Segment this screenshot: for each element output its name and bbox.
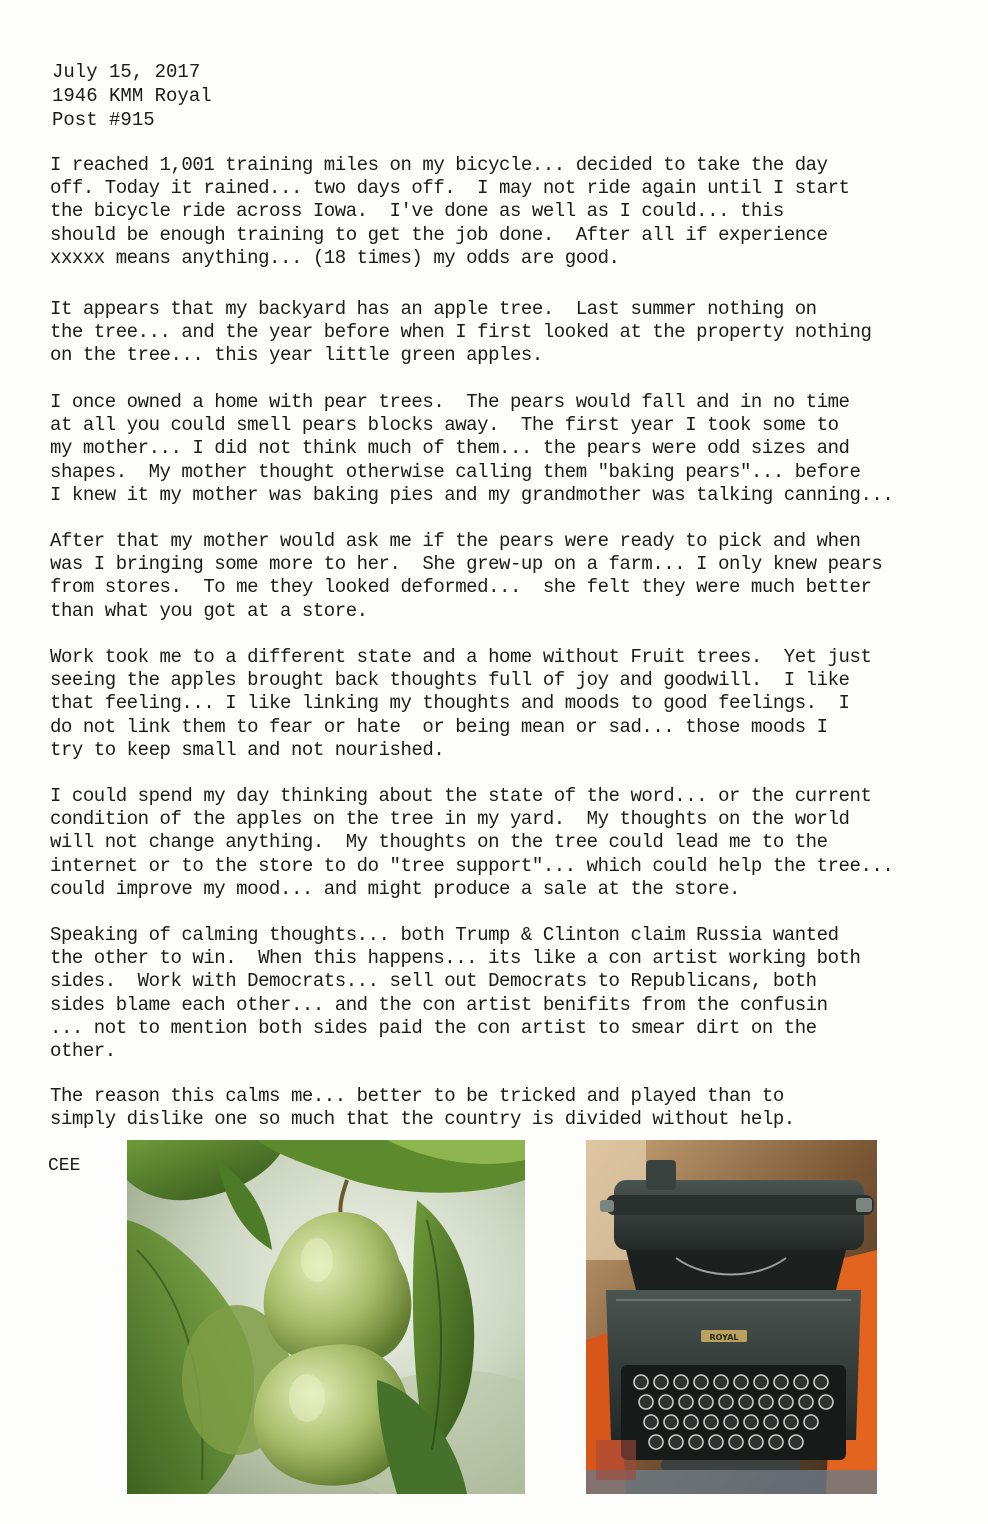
paragraph-line: simply dislike one so much that the country is divided without help. (50, 1108, 795, 1131)
royal-badge: ROYAL (709, 1333, 739, 1342)
paragraph-line: on the tree... this year little green apples. (50, 344, 543, 367)
paragraph-line: Work took me to a different state and a home without Fruit trees. Yet just (50, 646, 872, 668)
paragraph-line: other. (50, 1040, 116, 1063)
paragraph-line: sides blame each other... and the con artist benifits from the confusin (50, 993, 828, 1016)
paragraph-line: The reason this calms me... better to be tricked and played than to (50, 1085, 784, 1107)
paragraph-line: at all you could smell pears blocks away. The first year I took some to (50, 414, 839, 437)
paragraph-line: I could spend my day thinking about the state of the word... or the current (50, 785, 872, 807)
paragraph-line: the other to win. When this happens... its like a con artist working both (50, 947, 861, 970)
paragraph-4 (50, 530, 950, 623)
paragraph-line: I knew it my mother was baking pies and my grandmother was talking canning... (50, 483, 894, 506)
typewriter-photo (586, 1140, 877, 1494)
paragraph-8 (50, 1085, 950, 1131)
paragraph-line: should be enough training to get the job done. After all if experience (50, 223, 828, 246)
paragraph-line: my mother... I did not think much of them... the pears were odd sizes and (50, 437, 850, 460)
pear-illustration (127, 1140, 525, 1494)
paragraph-6 (50, 785, 950, 901)
paragraph-line: seeing the apples brought back thoughts full of joy and goodwill. I like (50, 669, 850, 692)
paragraph-line: shapes. My mother thought otherwise calling them "baking pears"... before (50, 460, 861, 483)
paragraph-line: than what you got at a store. (50, 599, 368, 622)
paragraph-line: It appears that my backyard has an apple tree. Last summer nothing on (50, 298, 817, 320)
paragraph-line: try to keep small and not nourished. (50, 738, 445, 761)
paragraph-line: the tree... and the year before when I first looked at the property nothing (50, 321, 872, 344)
letter-header (52, 60, 212, 132)
paragraph-line: off. Today it rained... two days off. I may not ride again until I start (50, 177, 850, 200)
paragraph-line: After that my mother would ask me if the pears were ready to pick and when (50, 530, 861, 552)
signature-initials: CEE (48, 1156, 81, 1176)
paragraph-line: I reached 1,001 training miles on my bicycle... decided to take the day (50, 154, 828, 176)
paragraph-line: ... not to mention both sides paid the con artist to smear dirt on the (50, 1016, 817, 1039)
paragraph-7 (50, 924, 950, 1063)
paragraph-3 (50, 391, 950, 507)
paragraph-line: internet or to the store to do "tree support"... which could help the tree... (50, 854, 894, 877)
paragraph-line: do not link them to fear or hate or being mean or sad... those moods I (50, 715, 828, 738)
paragraph-1 (50, 154, 950, 270)
typewriter-model: 1946 KMM Royal (52, 85, 212, 107)
paragraph-line: from stores. To me they looked deformed... she felt they were much better (50, 576, 872, 599)
paragraph-line: Speaking of calming thoughts... both Trump & Clinton claim Russia wanted (50, 924, 839, 946)
post-number: Post #915 (52, 109, 155, 131)
paragraph-line: I once owned a home with pear trees. The pears would fall and in no time (50, 391, 850, 413)
paragraph-5 (50, 646, 950, 762)
letter-date: July 15, 2017 (52, 61, 201, 83)
paragraph-line: sides. Work with Democrats... sell out Democrats to Republicans, both (50, 970, 817, 993)
paragraph-line: could improve my mood... and might produce a sale at the store. (50, 877, 740, 900)
paragraph-line: condition of the apples on the tree in my yard. My thoughts on the world (50, 808, 850, 831)
paragraph-line: will not change anything. My thoughts on the tree could lead me to the (50, 831, 828, 854)
paragraph-2 (50, 298, 950, 368)
pear-photo (127, 1140, 525, 1494)
paragraph-line: was I bringing some more to her. She grew-up on a farm... I only knew pears (50, 553, 883, 576)
paragraph-line: that feeling... I like linking my thoughts and moods to good feelings. I (50, 692, 850, 715)
paragraph-line: the bicycle ride across Iowa. I've done as well as I could... this (50, 200, 784, 223)
typewriter-illustration (586, 1140, 877, 1494)
paragraph-line: xxxxx means anything... (18 times) my odds are good. (50, 246, 620, 269)
